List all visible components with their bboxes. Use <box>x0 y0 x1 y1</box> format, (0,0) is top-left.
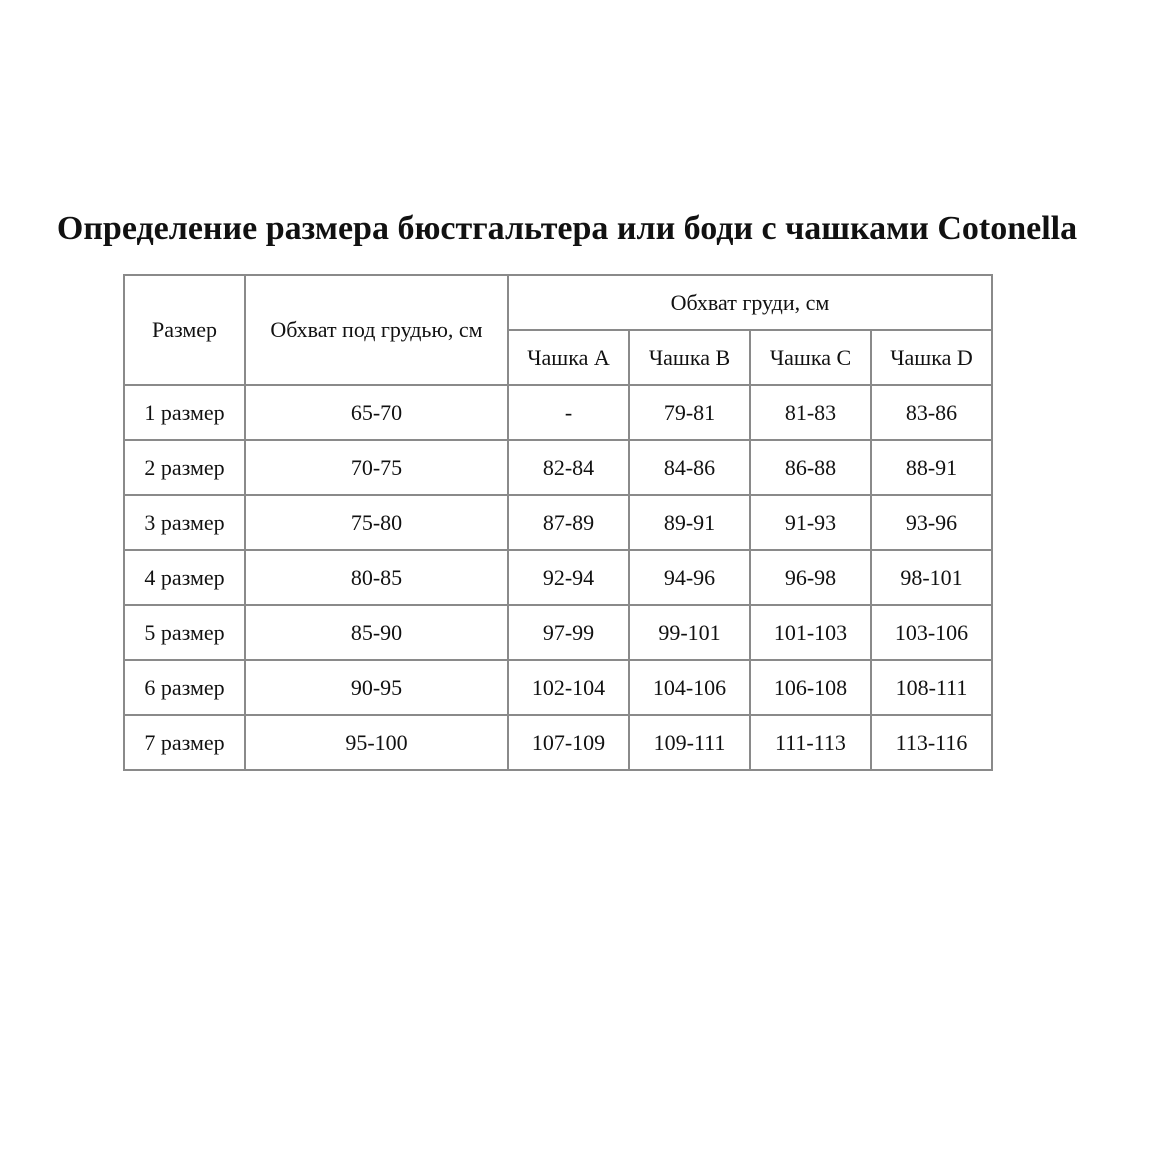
row-cup-b: 104-106 <box>629 660 750 715</box>
table-row <box>124 495 992 550</box>
row-cup-a: 102-104 <box>508 660 629 715</box>
row-cup-a: 92-94 <box>508 550 629 605</box>
row-underbust: 80-85 <box>245 550 508 605</box>
row-cup-c: 81-83 <box>750 385 871 440</box>
table-row <box>124 605 992 660</box>
size-chart-table <box>123 274 993 771</box>
row-cup-c: 96-98 <box>750 550 871 605</box>
row-cup-c: 101-103 <box>750 605 871 660</box>
row-underbust: 95-100 <box>245 715 508 770</box>
row-cup-c: 86-88 <box>750 440 871 495</box>
header-cup-c: Чашка C <box>750 330 871 385</box>
row-cup-d: 88-91 <box>871 440 992 495</box>
row-cup-a: 87-89 <box>508 495 629 550</box>
row-size: 3 размер <box>124 495 245 550</box>
row-size: 7 размер <box>124 715 245 770</box>
table-row <box>124 550 992 605</box>
row-size: 1 размер <box>124 385 245 440</box>
header-size: Размер <box>124 275 245 385</box>
header-cup-b: Чашка B <box>629 330 750 385</box>
row-underbust: 75-80 <box>245 495 508 550</box>
row-cup-a: 82-84 <box>508 440 629 495</box>
header-cup-d: Чашка D <box>871 330 992 385</box>
table-header <box>124 275 992 385</box>
row-size: 4 размер <box>124 550 245 605</box>
header-underbust: Обхват под грудью, см <box>245 275 508 385</box>
row-underbust: 85-90 <box>245 605 508 660</box>
table-row <box>124 660 992 715</box>
row-cup-c: 106-108 <box>750 660 871 715</box>
row-cup-d: 103-106 <box>871 605 992 660</box>
row-cup-b: 84-86 <box>629 440 750 495</box>
header-row-1 <box>124 275 992 330</box>
table-row <box>124 440 992 495</box>
row-cup-b: 94-96 <box>629 550 750 605</box>
row-underbust: 65-70 <box>245 385 508 440</box>
table-row <box>124 715 992 770</box>
row-cup-a: - <box>508 385 629 440</box>
row-cup-c: 111-113 <box>750 715 871 770</box>
row-cup-d: 98-101 <box>871 550 992 605</box>
header-cup-a: Чашка A <box>508 330 629 385</box>
row-cup-d: 83-86 <box>871 385 992 440</box>
row-cup-d: 108-111 <box>871 660 992 715</box>
row-cup-b: 79-81 <box>629 385 750 440</box>
row-size: 2 размер <box>124 440 245 495</box>
row-cup-a: 107-109 <box>508 715 629 770</box>
row-cup-d: 113-116 <box>871 715 992 770</box>
row-cup-b: 89-91 <box>629 495 750 550</box>
page-title: Определение размера бюстгальтера или боди с чашками Cotonella <box>56 210 1078 247</box>
row-cup-d: 93-96 <box>871 495 992 550</box>
row-size: 5 размер <box>124 605 245 660</box>
row-underbust: 70-75 <box>245 440 508 495</box>
row-cup-a: 97-99 <box>508 605 629 660</box>
table-body <box>124 385 992 770</box>
header-bust: Обхват груди, см <box>508 275 992 330</box>
row-size: 6 размер <box>124 660 245 715</box>
row-cup-b: 99-101 <box>629 605 750 660</box>
row-cup-c: 91-93 <box>750 495 871 550</box>
row-underbust: 90-95 <box>245 660 508 715</box>
table-row <box>124 385 992 440</box>
row-cup-b: 109-111 <box>629 715 750 770</box>
